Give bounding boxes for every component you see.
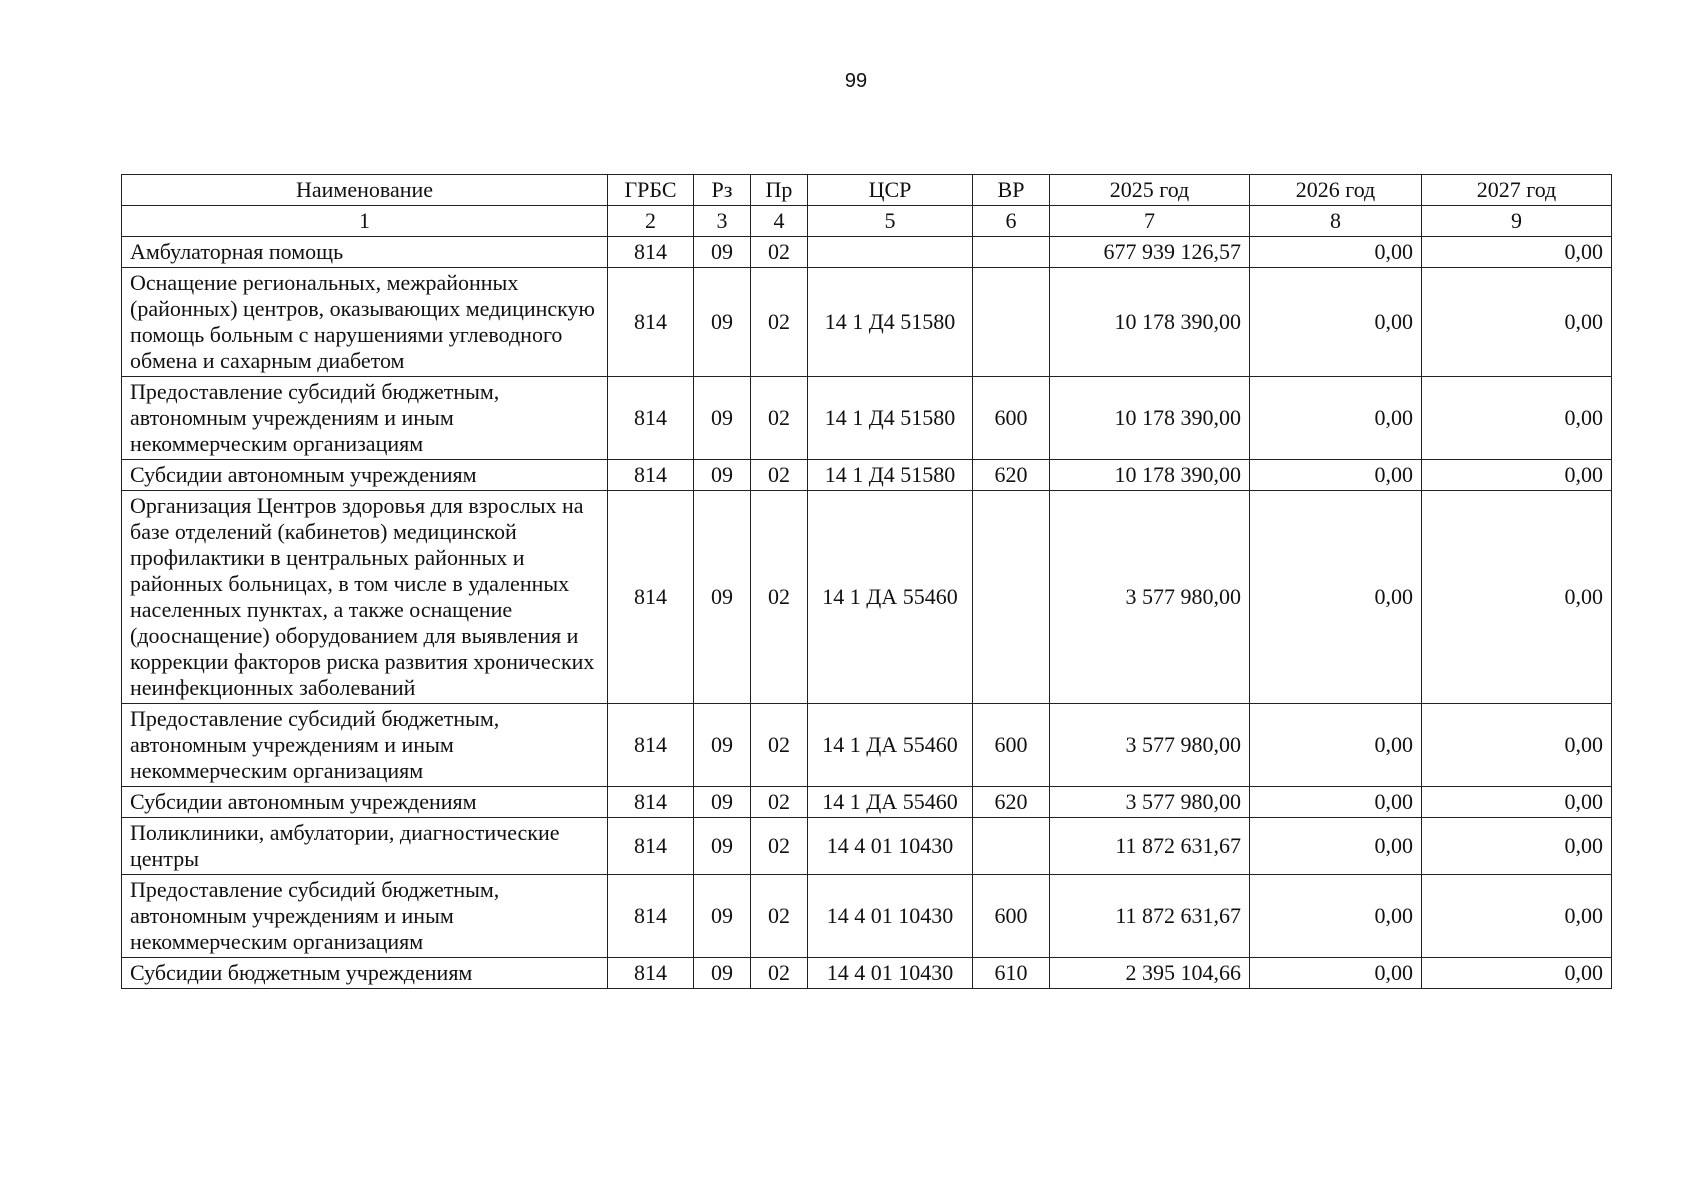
amount-2027: 0,00 bbox=[1422, 787, 1612, 818]
amount-2026: 0,00 bbox=[1250, 460, 1422, 491]
table-row bbox=[122, 377, 1612, 460]
amount-2025: 3 577 980,00 bbox=[1050, 704, 1250, 787]
item-name: Субсидии автономным учреждениям bbox=[122, 460, 608, 491]
column-header: ВР bbox=[973, 175, 1050, 206]
csr-cell: 14 1 Д4 51580 bbox=[808, 460, 973, 491]
amount-2027: 0,00 bbox=[1422, 875, 1612, 958]
page-number: 99 bbox=[844, 70, 868, 92]
table-row bbox=[122, 818, 1612, 875]
table-row bbox=[122, 237, 1612, 268]
amount-2027: 0,00 bbox=[1422, 237, 1612, 268]
column-header: 2027 год bbox=[1422, 175, 1612, 206]
column-number: 2 bbox=[608, 206, 694, 237]
grbs-cell: 814 bbox=[608, 787, 694, 818]
csr-cell: 14 4 01 10430 bbox=[808, 875, 973, 958]
pr-cell: 02 bbox=[751, 268, 808, 377]
pr-cell: 02 bbox=[751, 704, 808, 787]
amount-2026: 0,00 bbox=[1250, 268, 1422, 377]
rz-cell: 09 bbox=[694, 875, 751, 958]
amount-2027: 0,00 bbox=[1422, 818, 1612, 875]
item-name: Предоставление субсидий бюджетным, автономным учреждениям и иным некоммерческим организациям bbox=[122, 704, 608, 787]
item-name: Организация Центров здоровья для взрослых на базе отделений (кабинетов) медицинской профилактики в центральных районных и районных больницах, в том числе в удаленных населенных пунктах, а также оснащение (дооснащение) оборудованием для выявления и коррекции факторов риска развития хронических неинфекционных заболеваний bbox=[122, 491, 608, 704]
rz-cell: 09 bbox=[694, 787, 751, 818]
pr-cell: 02 bbox=[751, 875, 808, 958]
grbs-cell: 814 bbox=[608, 237, 694, 268]
column-number: 8 bbox=[1250, 206, 1422, 237]
item-name: Поликлиники, амбулатории, диагностические центры bbox=[122, 818, 608, 875]
vr-cell: 600 bbox=[973, 377, 1050, 460]
pr-cell: 02 bbox=[751, 377, 808, 460]
column-header: ЦСР bbox=[808, 175, 973, 206]
column-number-row bbox=[122, 206, 1612, 237]
csr-cell: 14 1 Д4 51580 bbox=[808, 377, 973, 460]
rz-cell: 09 bbox=[694, 377, 751, 460]
amount-2027: 0,00 bbox=[1422, 704, 1612, 787]
amount-2026: 0,00 bbox=[1250, 491, 1422, 704]
column-header: Пр bbox=[751, 175, 808, 206]
table-row bbox=[122, 958, 1612, 989]
table-row bbox=[122, 460, 1612, 491]
csr-cell: 14 1 ДА 55460 bbox=[808, 787, 973, 818]
vr-cell: 600 bbox=[973, 704, 1050, 787]
column-number: 7 bbox=[1050, 206, 1250, 237]
amount-2025: 11 872 631,67 bbox=[1050, 875, 1250, 958]
grbs-cell: 814 bbox=[608, 460, 694, 491]
vr-cell bbox=[973, 818, 1050, 875]
table-row bbox=[122, 268, 1612, 377]
amount-2025: 3 577 980,00 bbox=[1050, 787, 1250, 818]
budget-table bbox=[121, 174, 1612, 989]
csr-cell: 14 4 01 10430 bbox=[808, 958, 973, 989]
item-name: Предоставление субсидий бюджетным, автономным учреждениям и иным некоммерческим организациям bbox=[122, 875, 608, 958]
amount-2025: 2 395 104,66 bbox=[1050, 958, 1250, 989]
rz-cell: 09 bbox=[694, 460, 751, 491]
item-name: Оснащение региональных, межрайонных (районных) центров, оказывающих медицинскую помощь больным с нарушениями углеводного обмена и сахарным диабетом bbox=[122, 268, 608, 377]
csr-cell: 14 1 Д4 51580 bbox=[808, 268, 973, 377]
column-number: 4 bbox=[751, 206, 808, 237]
csr-cell: 14 4 01 10430 bbox=[808, 818, 973, 875]
amount-2027: 0,00 bbox=[1422, 958, 1612, 989]
pr-cell: 02 bbox=[751, 491, 808, 704]
header-row bbox=[122, 175, 1612, 206]
column-header: 2026 год bbox=[1250, 175, 1422, 206]
vr-cell bbox=[973, 237, 1050, 268]
pr-cell: 02 bbox=[751, 787, 808, 818]
amount-2025: 10 178 390,00 bbox=[1050, 377, 1250, 460]
grbs-cell: 814 bbox=[608, 268, 694, 377]
vr-cell: 600 bbox=[973, 875, 1050, 958]
vr-cell bbox=[973, 268, 1050, 377]
column-number: 3 bbox=[694, 206, 751, 237]
column-header: 2025 год bbox=[1050, 175, 1250, 206]
vr-cell: 620 bbox=[973, 787, 1050, 818]
grbs-cell: 814 bbox=[608, 958, 694, 989]
column-number: 6 bbox=[973, 206, 1050, 237]
amount-2026: 0,00 bbox=[1250, 818, 1422, 875]
grbs-cell: 814 bbox=[608, 704, 694, 787]
table-row bbox=[122, 491, 1612, 704]
amount-2025: 11 872 631,67 bbox=[1050, 818, 1250, 875]
item-name: Субсидии автономным учреждениям bbox=[122, 787, 608, 818]
pr-cell: 02 bbox=[751, 958, 808, 989]
amount-2026: 0,00 bbox=[1250, 958, 1422, 989]
amount-2026: 0,00 bbox=[1250, 875, 1422, 958]
table-row bbox=[122, 875, 1612, 958]
amount-2027: 0,00 bbox=[1422, 460, 1612, 491]
amount-2026: 0,00 bbox=[1250, 787, 1422, 818]
grbs-cell: 814 bbox=[608, 491, 694, 704]
item-name: Субсидии бюджетным учреждениям bbox=[122, 958, 608, 989]
amount-2025: 3 577 980,00 bbox=[1050, 491, 1250, 704]
column-header: Наименование bbox=[122, 175, 608, 206]
column-number: 9 bbox=[1422, 206, 1612, 237]
grbs-cell: 814 bbox=[608, 875, 694, 958]
rz-cell: 09 bbox=[694, 704, 751, 787]
rz-cell: 09 bbox=[694, 958, 751, 989]
column-number: 5 bbox=[808, 206, 973, 237]
amount-2025: 677 939 126,57 bbox=[1050, 237, 1250, 268]
grbs-cell: 814 bbox=[608, 818, 694, 875]
amount-2026: 0,00 bbox=[1250, 377, 1422, 460]
csr-cell: 14 1 ДА 55460 bbox=[808, 704, 973, 787]
pr-cell: 02 bbox=[751, 460, 808, 491]
pr-cell: 02 bbox=[751, 818, 808, 875]
amount-2027: 0,00 bbox=[1422, 268, 1612, 377]
rz-cell: 09 bbox=[694, 491, 751, 704]
csr-cell: 14 1 ДА 55460 bbox=[808, 491, 973, 704]
amount-2027: 0,00 bbox=[1422, 377, 1612, 460]
vr-cell: 610 bbox=[973, 958, 1050, 989]
amount-2025: 10 178 390,00 bbox=[1050, 268, 1250, 377]
amount-2026: 0,00 bbox=[1250, 237, 1422, 268]
vr-cell bbox=[973, 491, 1050, 704]
rz-cell: 09 bbox=[694, 237, 751, 268]
table-row bbox=[122, 704, 1612, 787]
column-number: 1 bbox=[122, 206, 608, 237]
amount-2026: 0,00 bbox=[1250, 704, 1422, 787]
vr-cell: 620 bbox=[973, 460, 1050, 491]
pr-cell: 02 bbox=[751, 237, 808, 268]
column-header: ГРБС bbox=[608, 175, 694, 206]
grbs-cell: 814 bbox=[608, 377, 694, 460]
item-name: Амбулаторная помощь bbox=[122, 237, 608, 268]
table-row bbox=[122, 787, 1612, 818]
csr-cell bbox=[808, 237, 973, 268]
amount-2027: 0,00 bbox=[1422, 491, 1612, 704]
column-header: Рз bbox=[694, 175, 751, 206]
amount-2025: 10 178 390,00 bbox=[1050, 460, 1250, 491]
rz-cell: 09 bbox=[694, 818, 751, 875]
rz-cell: 09 bbox=[694, 268, 751, 377]
item-name: Предоставление субсидий бюджетным, автономным учреждениям и иным некоммерческим организациям bbox=[122, 377, 608, 460]
